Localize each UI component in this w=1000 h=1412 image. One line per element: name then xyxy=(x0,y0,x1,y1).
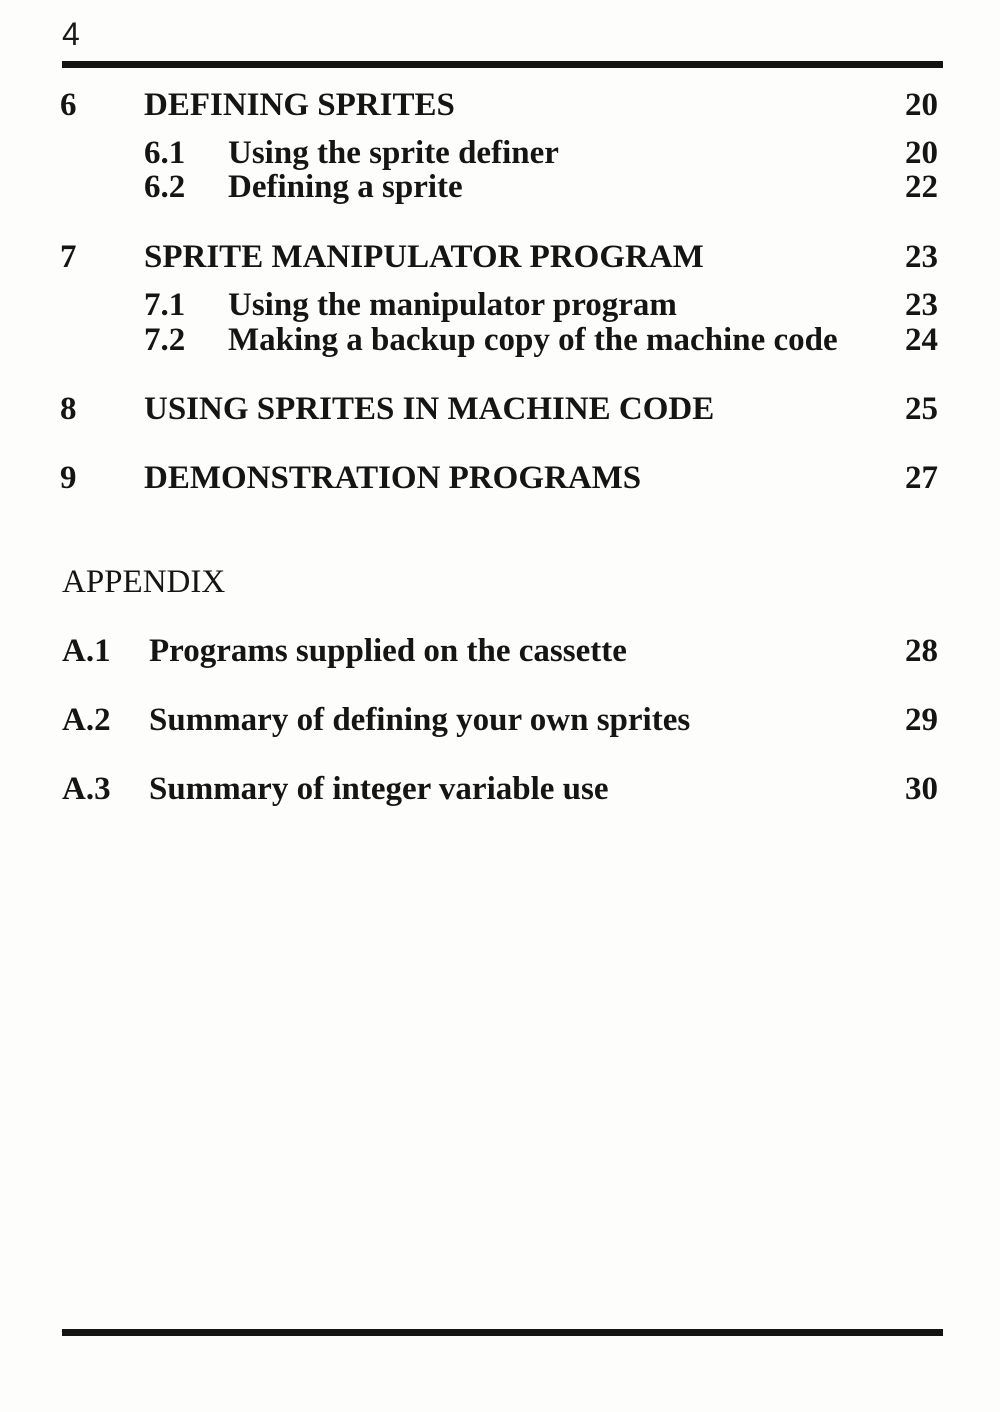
chapter-number: 6 xyxy=(60,87,77,123)
section-page: 20 xyxy=(905,135,938,171)
toc-section-6-1 xyxy=(0,134,1000,172)
toc-section-7-1 xyxy=(0,286,1000,324)
toc-section-7-2 xyxy=(0,321,1000,359)
chapter-page: 25 xyxy=(905,391,938,427)
toc-chapter-9 xyxy=(0,459,1000,497)
toc-appendix-a1 xyxy=(0,632,1000,670)
chapter-title: DEMONSTRATION PROGRAMS xyxy=(144,460,642,496)
appendix-heading: APPENDIX xyxy=(62,564,226,600)
section-number: 7.2 xyxy=(144,322,186,358)
appendix-number: A.3 xyxy=(62,771,111,807)
toc-section-6-2 xyxy=(0,168,1000,206)
appendix-page: 30 xyxy=(905,771,938,807)
appendix-title: Summary of defining your own sprites xyxy=(149,702,691,738)
page-number: 4 xyxy=(62,16,80,52)
section-page: 23 xyxy=(905,287,938,323)
section-title: Defining a sprite xyxy=(228,169,463,205)
toc-chapter-6 xyxy=(0,86,1000,124)
chapter-page: 20 xyxy=(905,87,938,123)
section-title: Making a backup copy of the machine code xyxy=(228,322,838,358)
section-number: 7.1 xyxy=(144,287,186,323)
section-title: Using the manipulator program xyxy=(228,287,677,323)
appendix-page: 28 xyxy=(905,633,938,669)
chapter-title: SPRITE MANIPULATOR PROGRAM xyxy=(144,239,704,275)
section-page: 22 xyxy=(905,169,938,205)
toc-appendix-a2 xyxy=(0,701,1000,739)
chapter-number: 9 xyxy=(60,460,77,496)
appendix-number: A.2 xyxy=(62,702,111,738)
section-page: 24 xyxy=(905,322,938,358)
appendix-number: A.1 xyxy=(62,633,111,669)
top-rule xyxy=(62,61,943,68)
section-title: Using the sprite definer xyxy=(228,135,559,171)
toc-chapter-8 xyxy=(0,390,1000,428)
chapter-page: 27 xyxy=(905,460,938,496)
appendix-title: Summary of integer variable use xyxy=(149,771,609,807)
appendix-title: Programs supplied on the cassette xyxy=(149,633,627,669)
section-number: 6.2 xyxy=(144,169,186,205)
chapter-number: 7 xyxy=(60,239,77,275)
toc-chapter-7 xyxy=(0,238,1000,276)
section-number: 6.1 xyxy=(144,135,186,171)
chapter-title: DEFINING SPRITES xyxy=(144,87,455,123)
chapter-page: 23 xyxy=(905,239,938,275)
chapter-number: 8 xyxy=(60,391,77,427)
bottom-rule xyxy=(62,1329,943,1336)
toc-appendix-a3 xyxy=(0,770,1000,808)
chapter-title: USING SPRITES IN MACHINE CODE xyxy=(144,391,715,427)
appendix-page: 29 xyxy=(905,702,938,738)
